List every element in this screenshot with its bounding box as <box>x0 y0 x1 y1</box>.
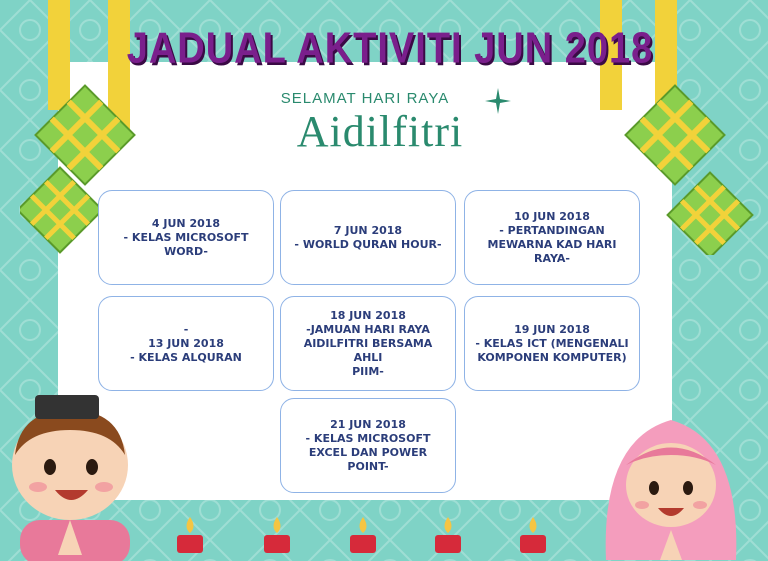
page-title: JADUAL AKTIVITI JUN 2018 <box>126 24 654 74</box>
activity-text: - 13 JUN 2018 - KELAS ALQURAN <box>130 322 242 364</box>
activity-text: 7 JUN 2018 - WORLD QURAN HOUR- <box>294 223 442 251</box>
activity-card-5 <box>280 296 456 391</box>
greeting-line2: Aidilfitri <box>296 107 464 156</box>
sparkle-icon <box>478 86 518 116</box>
activity-card-7 <box>280 398 456 493</box>
activity-text: 10 JUN 2018 - PERTANDINGAN MEWARNA KAD HARI RAYA- <box>487 209 617 265</box>
activity-card-2 <box>280 190 456 285</box>
activity-card-3 <box>464 190 640 285</box>
girl-character-icon <box>596 410 746 561</box>
activity-text: 21 JUN 2018 - KELAS MICROSOFT EXCEL DAN POWER POINT- <box>305 417 431 473</box>
boy-character-icon <box>0 395 140 561</box>
activity-card-4 <box>98 296 274 391</box>
activity-text: 19 JUN 2018 - KELAS ICT (MENGENALI KOMPONEN KOMPUTER) <box>475 322 629 364</box>
oil-lamp-icon <box>262 515 292 555</box>
activity-text: 18 JUN 2018 -JAMUAN HARI RAYA AIDILFITRI BERSAMA AHLI PIIM- <box>303 308 433 378</box>
oil-lamp-icon <box>348 515 378 555</box>
oil-lamp-icon <box>433 515 463 555</box>
oil-lamp-icon <box>518 515 548 555</box>
activity-text: 4 JUN 2018 - KELAS MICROSOFT WORD- <box>123 216 249 258</box>
activity-card-1 <box>98 190 274 285</box>
activity-card-6 <box>464 296 640 391</box>
greeting-line1: SELAMAT HARI RAYA <box>280 90 450 107</box>
oil-lamp-icon <box>175 515 205 555</box>
